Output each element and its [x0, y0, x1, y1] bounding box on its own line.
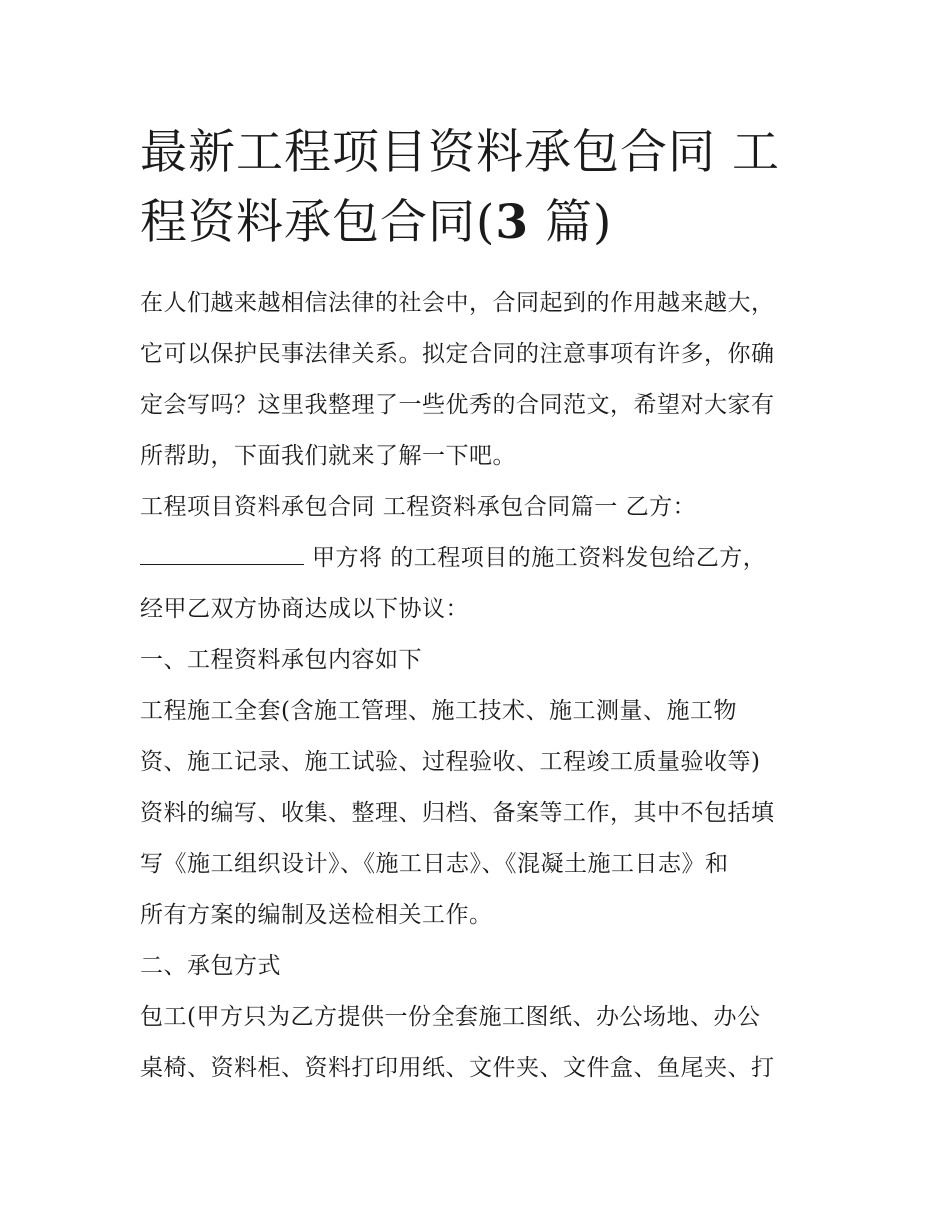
intro-line: 所帮助，下面我们就来了解一下吧。	[140, 443, 516, 469]
document-title	[140, 118, 820, 258]
clause-1-line: 写《施工组织设计》、《施工日志》、《混凝土施工日志》和	[140, 851, 729, 877]
title-line-1: 最新工程项目资料承包合同 工	[140, 125, 780, 180]
section-heading	[140, 482, 820, 533]
title-line-2	[140, 188, 820, 258]
intro-paragraph	[140, 278, 820, 482]
clause-1-line: 工程施工全套(含施工管理、施工技术、施工测量、施工物	[140, 698, 737, 724]
clause-1-line: 所有方案的编制及送检相关工作。	[140, 902, 493, 928]
clause-2-line: 桌椅、资料柜、资料打印用纸、文件夹、文件盒、鱼尾夹、打	[140, 1055, 775, 1081]
agreement-line-1	[140, 533, 820, 584]
title-line-2-suffix: 篇)	[529, 195, 613, 250]
clause-1-line: 资料的编写、收集、整理、归档、备案等工作，其中不包括填	[140, 800, 775, 826]
intro-line: 定会写吗？这里我整理了一些优秀的合同范文，希望对大家有	[140, 392, 775, 418]
clause-1-body	[140, 686, 820, 941]
clause-1-heading-text: 一、工程资料承包内容如下	[140, 647, 422, 673]
agreement-paragraph	[140, 533, 820, 635]
clause-2-line: 包工(甲方只为乙方提供一份全套施工图纸、办公场地、办公	[140, 1004, 761, 1030]
clause-2-heading	[140, 941, 820, 992]
clause-1-line: 资、施工记录、施工试验、过程验收、工程竣工质量验收等)	[140, 749, 761, 775]
title-line-2-prefix: 程资料承包合同(	[140, 195, 496, 250]
section-heading-text: 工程项目资料承包合同 工程资料承包合同篇一 乙方：	[140, 494, 697, 520]
agreement-line-2: 经甲乙双方协商达成以下协议：	[140, 596, 469, 622]
clause-2-heading-text: 二、承包方式	[140, 953, 281, 979]
title-count: 3	[495, 195, 530, 250]
intro-line: 在人们越来越相信法律的社会中，合同起到的作用越来越大，	[140, 290, 775, 316]
document-content	[140, 118, 820, 1094]
blank-underline	[140, 542, 304, 565]
agreement-line-1-text: 甲方将 的工程项目的施工资料发包给乙方，	[312, 545, 767, 571]
clause-1-heading	[140, 635, 820, 686]
intro-line: 它可以保护民事法律关系。拟定合同的注意事项有许多，你确	[140, 341, 775, 367]
clause-2-body	[140, 992, 820, 1094]
